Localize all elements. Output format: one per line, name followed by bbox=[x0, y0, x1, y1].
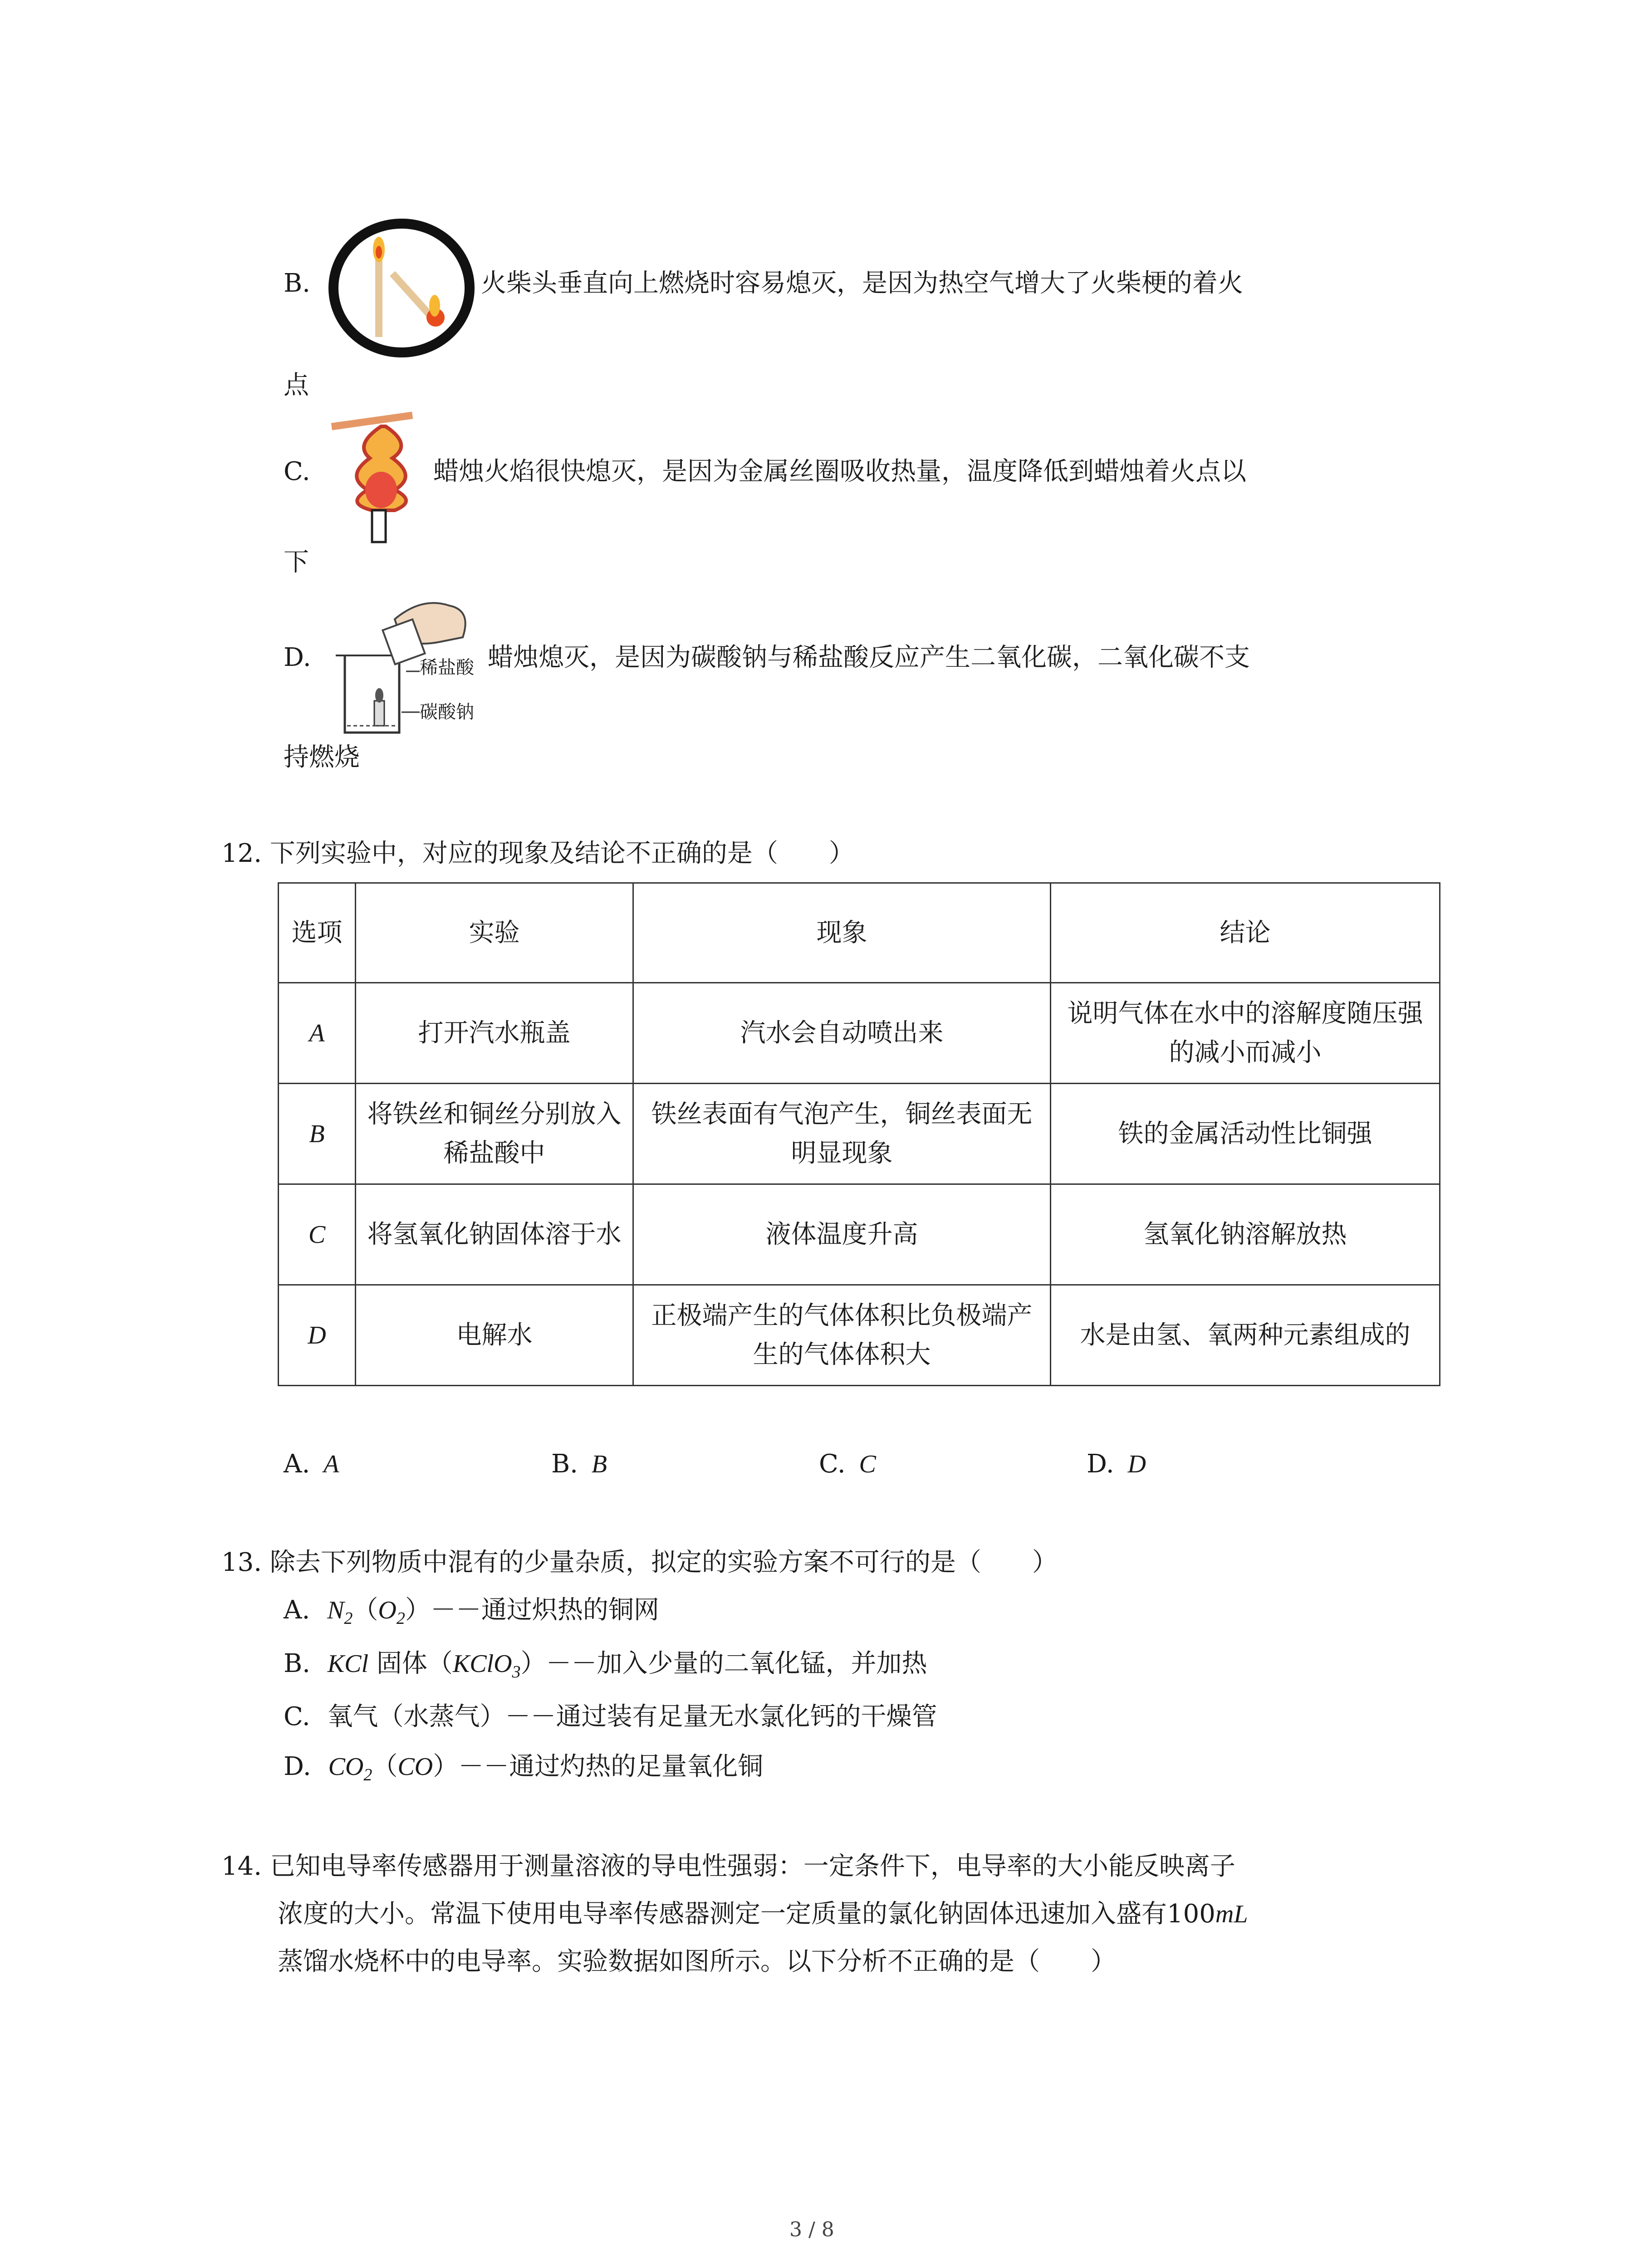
row-option: A bbox=[279, 983, 356, 1084]
q14-line-1: 14. 已知电导率传感器用于测量溶液的导电性强弱：一定条件下，电导率的大小能反映离子 bbox=[221, 1852, 1235, 1881]
candle-coil-icon bbox=[327, 404, 433, 544]
row-conclusion: 铁的金属活动性比铜强 bbox=[1051, 1084, 1440, 1184]
option-text: －－加入少量的二氧化锰，并加热 bbox=[546, 1649, 927, 1678]
q13-option-c[interactable] bbox=[284, 1699, 937, 1735]
header-conclusion: 结论 bbox=[1051, 883, 1440, 983]
q13-stem: 13. 除去下列物质中混有的少量杂质，拟定的实验方案不可行的是（ ） bbox=[221, 1548, 1058, 1577]
q12-stem: 12. 下列实验中，对应的现象及结论不正确的是（ ） bbox=[221, 839, 854, 868]
row-conclusion: 氢氧化钠溶解放热 bbox=[1051, 1184, 1440, 1285]
q12-choice-d[interactable] bbox=[1087, 1446, 1146, 1482]
q14-line-2 bbox=[278, 1896, 1248, 1932]
q11-option-c-text: 蜡烛火焰很快熄灭，是因为金属丝圈吸收热量，温度降低到蜡烛着火点以 bbox=[433, 457, 1246, 486]
choice-value: C bbox=[859, 1450, 876, 1478]
row-experiment: 电解水 bbox=[356, 1285, 633, 1386]
formula-kcl: KCl bbox=[327, 1650, 369, 1678]
row-option: B bbox=[279, 1084, 356, 1184]
q11-option-b-text: 火柴头垂直向上燃烧时容易熄灭，是因为热空气增大了火柴梗的着火 bbox=[481, 269, 1243, 298]
q12-table bbox=[278, 882, 1440, 1386]
row-experiment: 打开汽水瓶盖 bbox=[356, 983, 633, 1084]
row-conclusion: 水是由氢、氧两种元素组成的 bbox=[1051, 1285, 1440, 1386]
choice-value: B bbox=[591, 1450, 607, 1478]
option-label: D. bbox=[284, 1752, 311, 1781]
volume-number: 100 bbox=[1167, 1899, 1215, 1929]
formula-n2: $N_2$ bbox=[327, 1596, 353, 1628]
q11-option-b-label: B. bbox=[284, 269, 310, 298]
q14-line-3: 蒸馏水烧杯中的电导率。实验数据如图所示。以下分析不正确的是（ ） bbox=[278, 1947, 1116, 1976]
table-row bbox=[279, 1084, 1440, 1184]
row-option: C bbox=[279, 1184, 356, 1285]
choice-label: B. bbox=[551, 1449, 578, 1479]
q13-option-d[interactable] bbox=[284, 1749, 763, 1793]
row-phenomenon: 液体温度升高 bbox=[633, 1184, 1051, 1285]
table-row bbox=[279, 983, 1440, 1084]
table-row bbox=[279, 1285, 1440, 1386]
q11-option-c-label: C. bbox=[284, 457, 310, 486]
option-solid: 固体 bbox=[376, 1649, 427, 1678]
header-option: 选项 bbox=[279, 883, 356, 983]
choice-value: D bbox=[1127, 1450, 1146, 1478]
q11-option-d-text: 蜡烛熄灭，是因为碳酸钠与稀盐酸反应产生二氧化碳，二氧化碳不支 bbox=[488, 643, 1250, 672]
header-experiment: 实验 bbox=[356, 883, 633, 983]
choice-label: C. bbox=[819, 1449, 846, 1479]
formula-o2: $(O_2)$ bbox=[353, 1595, 431, 1628]
q11-option-d-label: D. bbox=[284, 643, 311, 672]
q11-option-c-text-cont: 下 bbox=[284, 547, 309, 577]
formula-co2: $CO_2$ bbox=[328, 1753, 372, 1784]
option-text: －－通过灼热的足量氧化铜 bbox=[458, 1752, 764, 1781]
row-phenomenon: 铁丝表面有气泡产生，铜丝表面无明显现象 bbox=[633, 1084, 1051, 1184]
formula-co: （CO） bbox=[372, 1752, 459, 1781]
option-label: B. bbox=[284, 1649, 310, 1678]
option-label: A. bbox=[284, 1595, 310, 1625]
row-conclusion: 说明气体在水中的溶解度随压强的减小而减小 bbox=[1051, 983, 1440, 1084]
option-label: C. bbox=[284, 1702, 310, 1731]
row-phenomenon: 汽水会自动喷出来 bbox=[633, 983, 1051, 1084]
figure-label-sodium-carbonate: 碳酸钠 bbox=[420, 702, 474, 723]
volume-unit: mL bbox=[1215, 1900, 1248, 1928]
row-option: D bbox=[279, 1285, 356, 1386]
header-phenomenon: 现象 bbox=[633, 883, 1051, 983]
row-phenomenon: 正极端产生的气体体积比负极端产生的气体体积大 bbox=[633, 1285, 1051, 1386]
choice-label: D. bbox=[1087, 1449, 1114, 1479]
q13-option-a[interactable] bbox=[284, 1592, 659, 1637]
row-experiment: 将铁丝和铜丝分别放入稀盐酸中 bbox=[356, 1084, 633, 1184]
q12-choice-c[interactable] bbox=[819, 1446, 876, 1482]
q14-line-2-text: 浓度的大小。常温下使用电导率传感器测定一定质量的氯化钠固体迅速加入盛有 bbox=[278, 1899, 1167, 1929]
formula-kclo3: （KClO$_3$） bbox=[427, 1649, 546, 1681]
figure-label-dilute-hcl: 稀盐酸 bbox=[420, 657, 474, 678]
choice-label: A. bbox=[284, 1449, 310, 1479]
match-burning-icon bbox=[327, 217, 476, 360]
q12-choice-b[interactable] bbox=[551, 1446, 607, 1482]
q13-option-b[interactable] bbox=[284, 1646, 927, 1690]
table-header-row bbox=[279, 883, 1440, 983]
option-text: 氧气（水蒸气）－－通过装有足量无水氯化钙的干燥管 bbox=[327, 1702, 937, 1731]
row-experiment: 将氢氧化钠固体溶于水 bbox=[356, 1184, 633, 1285]
choice-value: A bbox=[323, 1450, 339, 1478]
q12-choice-a[interactable] bbox=[284, 1446, 339, 1482]
table-row bbox=[279, 1184, 1440, 1285]
q11-option-d-text-cont: 持燃烧 bbox=[284, 743, 360, 772]
page-number: 3 / 8 bbox=[789, 2218, 834, 2241]
q11-option-b-text-cont: 点 bbox=[284, 371, 309, 400]
option-text: －－通过炽热的铜网 bbox=[430, 1595, 659, 1625]
